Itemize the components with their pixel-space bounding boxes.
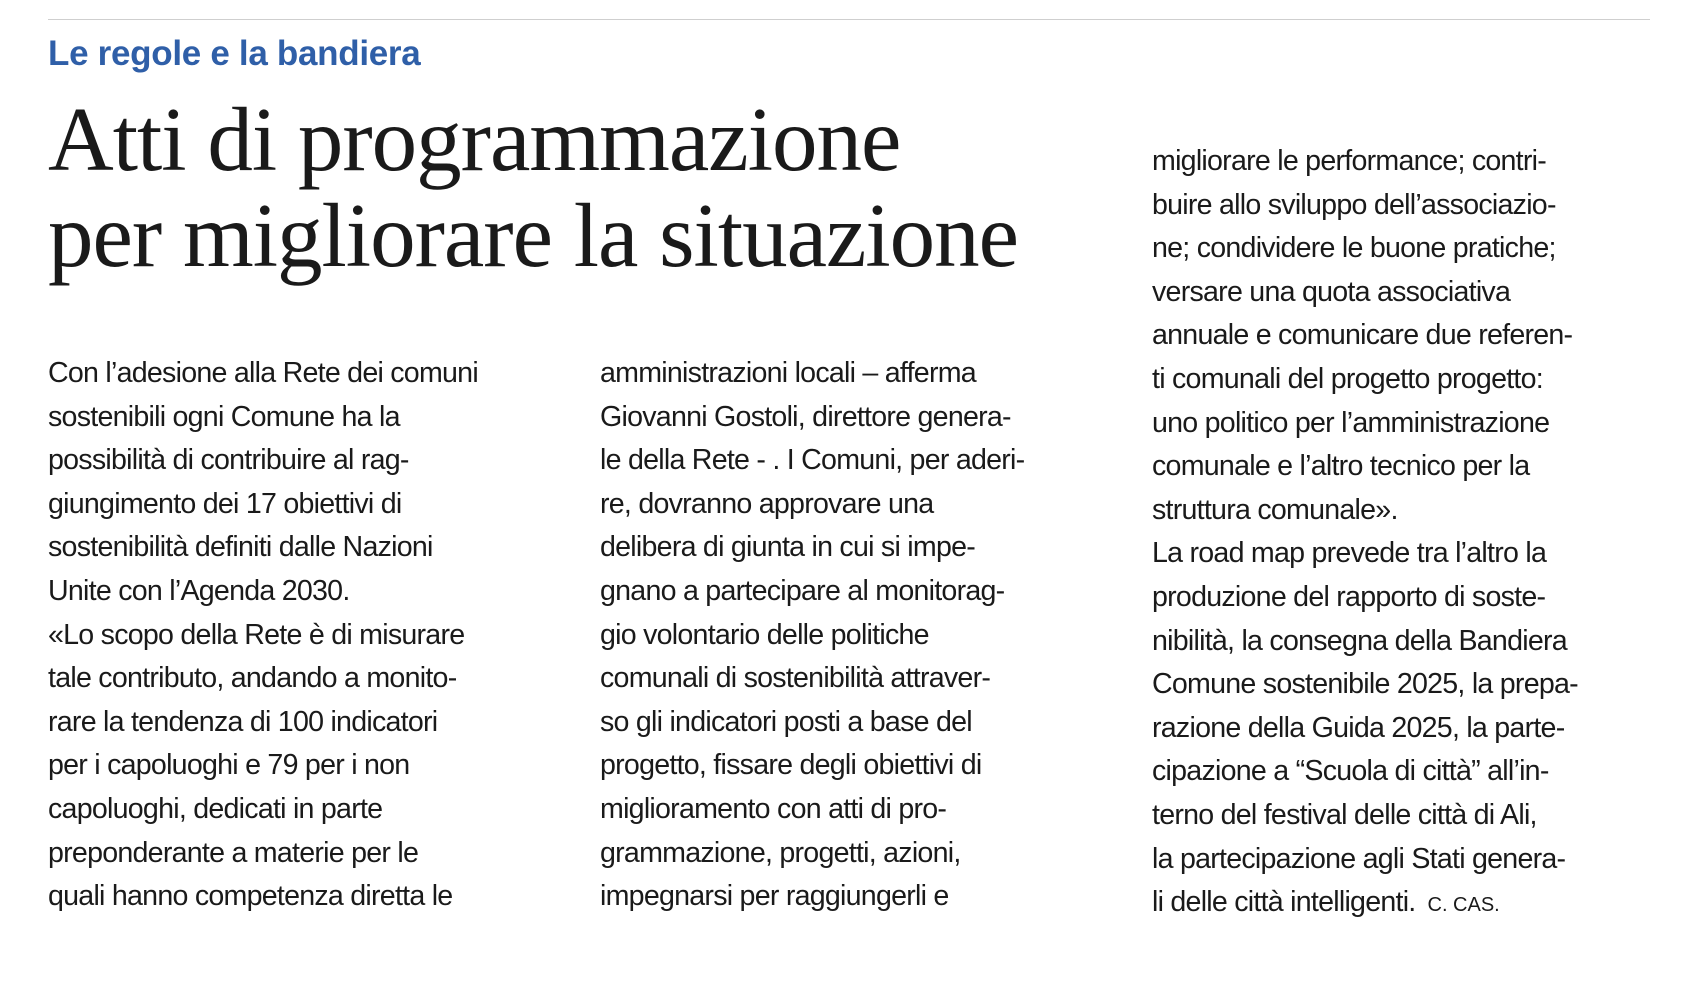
text-line: annuale e comunicare due referen- <box>1152 319 1573 352</box>
text-line: capoluoghi, dedicati in parte <box>48 792 383 825</box>
text-line: rare la tendenza di 100 indicatori <box>48 705 438 738</box>
text-line: possibilità di contribuire al rag- <box>48 444 409 477</box>
text-line: gnano a partecipare al monitorag- <box>600 574 1005 607</box>
text-line: quali hanno competenza diretta le <box>48 880 453 913</box>
text-line: migliorare le performance; contri- <box>1152 145 1547 177</box>
text-line: Giovanni Gostoli, direttore genera- <box>600 400 1011 433</box>
headline-line-1: Atti di programmazione <box>48 89 901 190</box>
text-line: terno del festival delle città di Ali, <box>1152 798 1537 831</box>
text-line: miglioramento con atti di pro- <box>600 792 947 825</box>
text-line: progetto, fissare degli obiettivi di <box>600 749 982 782</box>
text-line: comunale e l’altro tecnico per la <box>1152 450 1530 483</box>
text-line: La road map prevede tra l’altro la <box>1152 537 1547 570</box>
headline-line-2: per migliorare la situazione <box>48 185 1019 286</box>
text-line: preponderante a materie per le <box>48 836 419 869</box>
headline <box>48 89 1138 286</box>
text-line: so gli indicatori posti a base del <box>600 705 972 738</box>
text-line: impegnarsi per raggiungerli e <box>600 880 949 913</box>
text-line: sostenibili ogni Comune ha la <box>48 400 400 433</box>
article-column-1 <box>48 352 548 919</box>
section-kicker: Le regole e la bandiera <box>48 34 421 73</box>
text-line: versare una quota associativa <box>1152 275 1511 308</box>
text-line: ne; condividere le buone pratiche; <box>1152 232 1556 265</box>
text-line: Con l’adesione alla Rete dei comuni <box>48 357 478 389</box>
text-line: comunali di sostenibilità attraver- <box>600 662 991 695</box>
text-line: amministrazioni locali – afferma <box>600 357 976 389</box>
text-line: cipazione a “Scuola di città” all’in- <box>1152 755 1549 788</box>
text-line: uno politico per l’amministrazione <box>1152 406 1550 439</box>
article-column-3 <box>1152 140 1652 925</box>
text-line: le della Rete - . I Comuni, per aderi- <box>600 444 1025 477</box>
text-line: Comune sostenibile 2025, la prepa- <box>1152 668 1578 701</box>
text-line: gio volontario delle politiche <box>600 618 929 651</box>
text-line: re, dovranno approvare una <box>600 487 934 520</box>
text-line: per i capoluoghi e 79 per i non <box>48 749 410 782</box>
text-line-with-byline <box>1152 881 1652 925</box>
text-line: li delle città intelligenti. <box>1152 886 1416 919</box>
text-line: grammazione, progetti, azioni, <box>600 836 961 869</box>
article-column-2 <box>600 352 1100 919</box>
text-line: «Lo scopo della Rete è di misurare <box>48 618 465 651</box>
author-byline: C. CAS. <box>1427 894 1500 917</box>
text-line: ti comunali del progetto progetto: <box>1152 362 1543 395</box>
text-line: sostenibilità definiti dalle Nazioni <box>48 531 433 564</box>
text-line: la partecipazione agli Stati genera- <box>1152 842 1566 875</box>
text-line: tale contributo, andando a monito- <box>48 662 457 695</box>
text-line: razione della Guida 2025, la parte- <box>1152 711 1565 744</box>
text-line: Unite con l’Agenda 2030. <box>48 574 350 607</box>
text-line: delibera di giunta in cui si impe- <box>600 531 976 564</box>
top-divider <box>48 19 1650 20</box>
text-line: buire allo sviluppo dell’associazio- <box>1152 188 1556 221</box>
text-line: struttura comunale». <box>1152 493 1398 526</box>
text-line: produzione del rapporto di soste- <box>1152 580 1546 613</box>
text-line: giungimento dei 17 obiettivi di <box>48 487 402 520</box>
text-line: nibilità, la consegna della Bandiera <box>1152 624 1567 657</box>
